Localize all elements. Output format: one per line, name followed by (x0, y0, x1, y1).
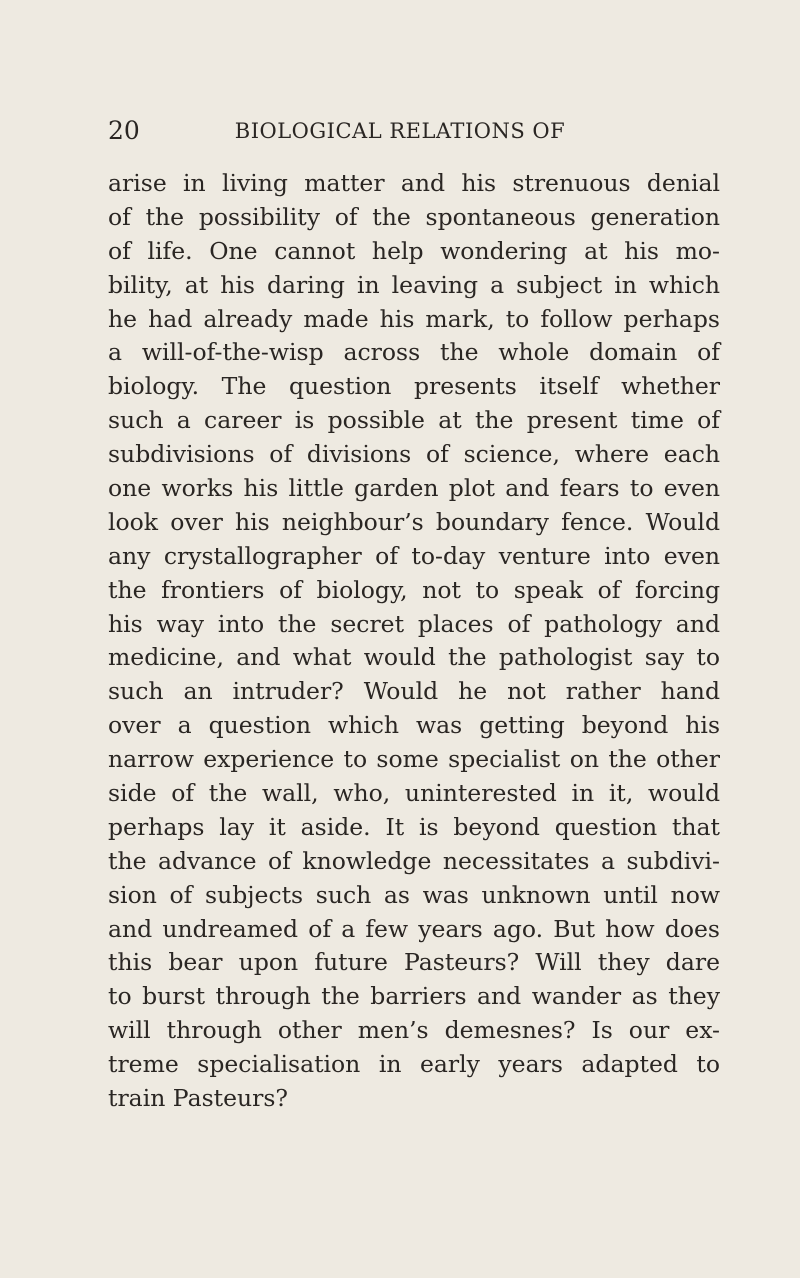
text-line: such a career is possible at the present time of (108, 406, 720, 435)
text-line: look over his neighbour’s boundary fence. Would (108, 507, 720, 536)
text-line: a will-of-the-wisp across the whole domain of (108, 338, 720, 367)
text-line: and undreamed of a few years ago. But how does (108, 914, 720, 943)
text-line: any crystallographer of to-day venture into even (108, 541, 720, 570)
text-line: medicine, and what would the pathologist say to (108, 643, 720, 672)
page-header (100, 116, 700, 146)
running-head: BIOLOGICAL RELATIONS OF (234, 119, 566, 143)
text-line: of the possibility of the spontaneous generation (108, 202, 720, 231)
text-line: side of the wall, who, uninterested in it, would (108, 779, 720, 808)
text-line: over a question which was getting beyond his (108, 711, 720, 740)
text-line: perhaps lay it aside. It is beyond question that (108, 812, 720, 841)
text-line: he had already made his mark, to follow perhaps (108, 304, 720, 333)
text-line: such an intruder? Would he not rather hand (108, 677, 720, 706)
text-line: narrow experience to some specialist on the other (108, 745, 720, 774)
text-line: to burst through the barriers and wander as they (108, 982, 720, 1011)
text-line: this bear upon future Pasteurs? Will they dare (108, 948, 720, 977)
text-line: bility, at his daring in leaving a subject in which (108, 270, 720, 299)
text-line: the advance of knowledge necessitates a subdivi- (108, 846, 720, 875)
text-line: will through other men’s demesnes? Is our ex- (108, 1016, 720, 1045)
text-line: arise in living matter and his strenuous denial (108, 169, 720, 197)
text-line: biology. The question presents itself whether (108, 372, 720, 401)
page-number: 20 (108, 116, 140, 145)
text-line: subdivisions of divisions of science, where each (108, 440, 720, 469)
body-paragraph (108, 167, 720, 1116)
text-line: treme specialisation in early years adapted to (108, 1050, 720, 1079)
text-line: one works his little garden plot and fears to even (108, 474, 720, 503)
text-line: sion of subjects such as was unknown until now (108, 880, 720, 909)
text-line: his way into the secret places of pathology and (108, 609, 720, 638)
text-line: the frontiers of biology, not to speak of forcing (108, 575, 720, 604)
text-line: of life. One cannot help wondering at his mo- (108, 236, 720, 265)
text-line: train Pasteurs? (108, 1084, 289, 1113)
